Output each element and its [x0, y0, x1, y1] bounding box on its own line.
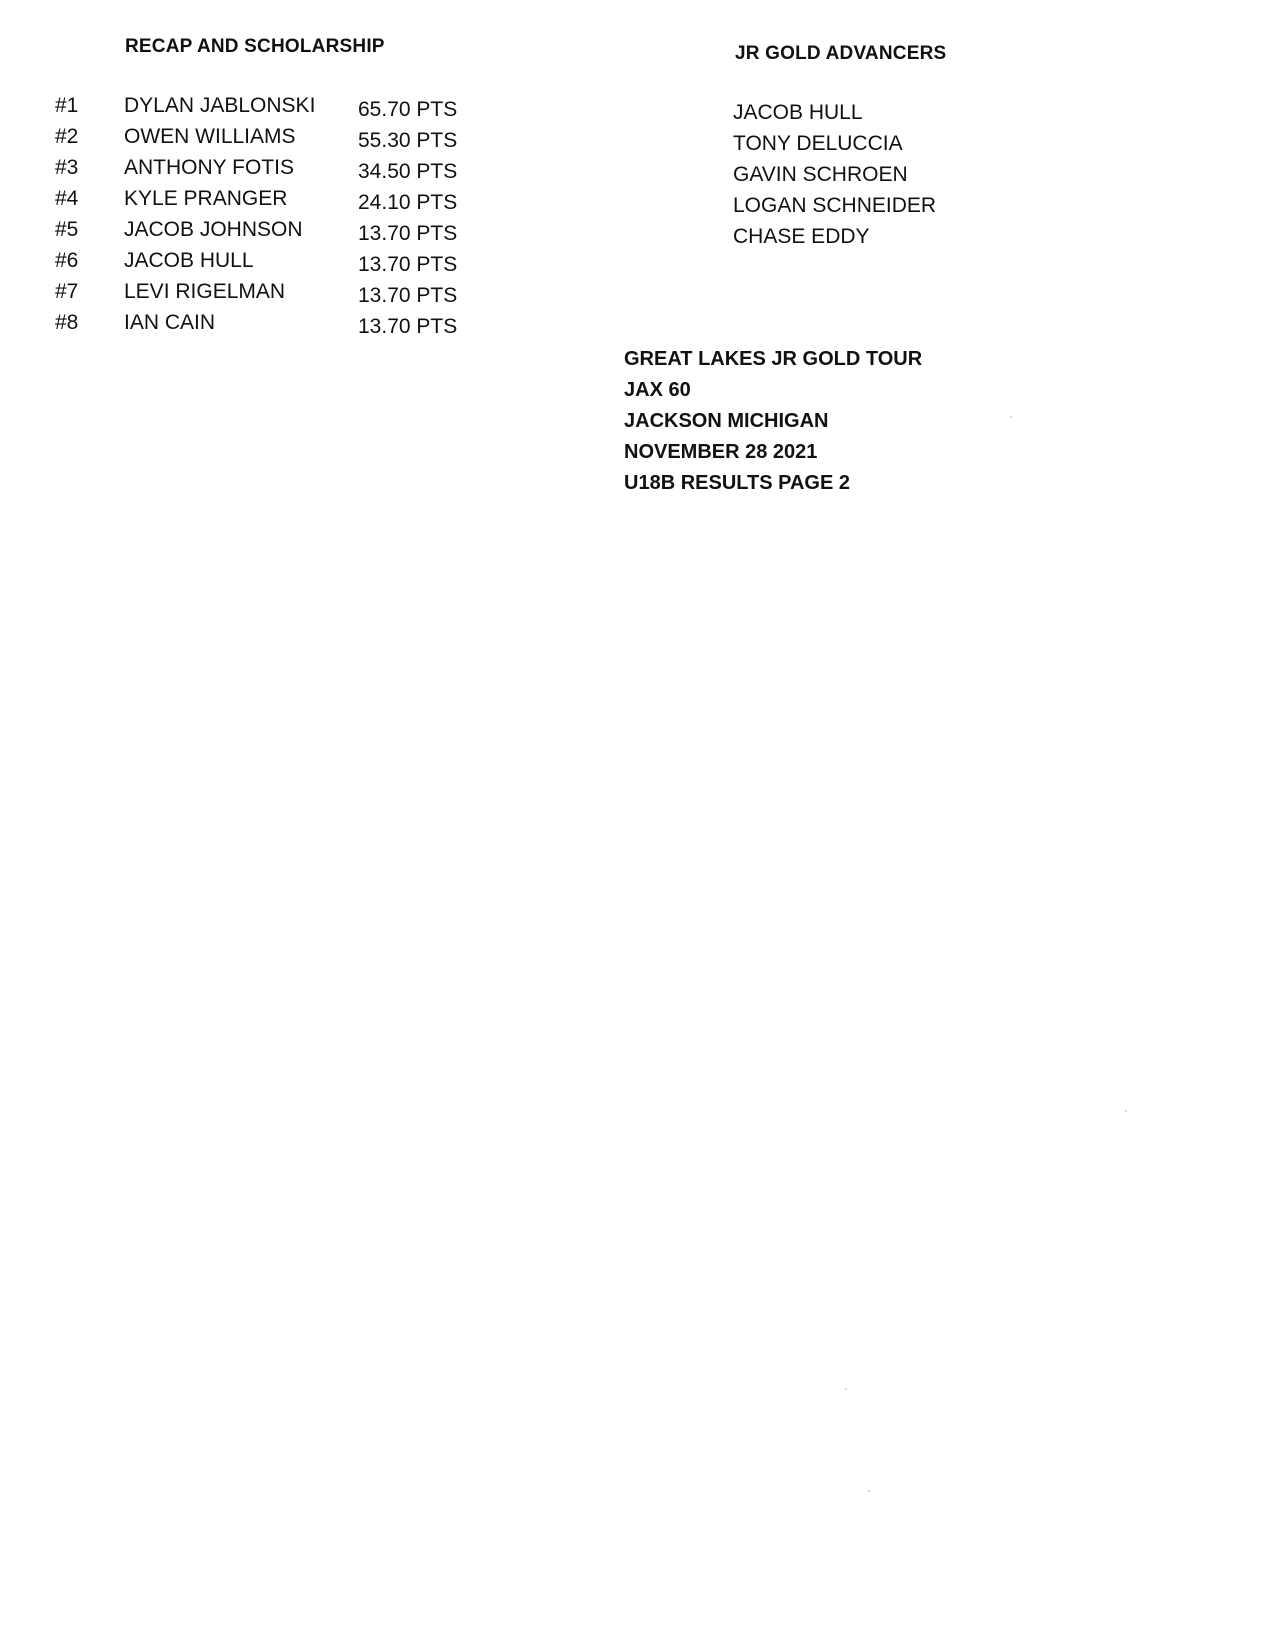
points: 55.30 PTS: [358, 129, 458, 152]
rank: #6: [55, 249, 79, 272]
advancer-name: TONY DELUCCIA: [733, 132, 903, 155]
points: 13.70 PTS: [358, 222, 458, 245]
rank: #3: [55, 156, 79, 179]
recap-row: [50, 187, 510, 218]
recap-row: [50, 94, 510, 125]
recap-heading: RECAP AND SCHOLARSHIP: [125, 36, 385, 57]
division-page: U18B RESULTS PAGE 2: [624, 472, 850, 494]
player-name: JACOB HULL: [124, 249, 254, 272]
advancers-list: [733, 101, 936, 256]
player-name: IAN CAIN: [124, 311, 216, 334]
scan-speck: [1125, 1110, 1127, 1112]
points: 13.70 PTS: [358, 284, 458, 307]
recap-row: [50, 249, 510, 280]
player-name: KYLE PRANGER: [124, 187, 288, 210]
rank: #7: [55, 280, 79, 303]
points: 13.70 PTS: [358, 253, 458, 276]
event-location: JACKSON MICHIGAN: [624, 410, 829, 432]
event-date: NOVEMBER 28 2021: [624, 441, 818, 463]
scan-speck: [845, 1388, 847, 1390]
player-name: DYLAN JABLONSKI: [124, 94, 316, 117]
rank: #2: [55, 125, 79, 148]
recap-row: [50, 125, 510, 156]
rank: #8: [55, 311, 79, 334]
points: 13.70 PTS: [358, 315, 458, 338]
points: 34.50 PTS: [358, 160, 458, 183]
rank: #4: [55, 187, 79, 210]
recap-list: [50, 94, 510, 342]
recap-row: [50, 280, 510, 311]
advancer-name: JACOB HULL: [733, 101, 863, 124]
advancers-heading: JR GOLD ADVANCERS: [735, 43, 947, 64]
advancer-name: GAVIN SCHROEN: [733, 163, 908, 186]
player-name: LEVI RIGELMAN: [124, 280, 286, 303]
player-name: ANTHONY FOTIS: [124, 156, 294, 179]
recap-row: [50, 218, 510, 249]
player-name: JACOB JOHNSON: [124, 218, 303, 241]
rank: #5: [55, 218, 79, 241]
tour-name: GREAT LAKES JR GOLD TOUR: [624, 348, 923, 370]
recap-row: [50, 311, 510, 342]
advancer-name: LOGAN SCHNEIDER: [733, 194, 937, 217]
advancer-name: CHASE EDDY: [733, 225, 870, 248]
recap-row: [50, 156, 510, 187]
player-name: OWEN WILLIAMS: [124, 125, 296, 148]
scan-speck: [1010, 416, 1012, 418]
event-name: JAX 60: [624, 379, 691, 401]
event-info: [624, 348, 922, 503]
points: 24.10 PTS: [358, 191, 458, 214]
scan-speck: [868, 1490, 870, 1492]
rank: #1: [55, 94, 79, 117]
points: 65.70 PTS: [358, 98, 458, 121]
